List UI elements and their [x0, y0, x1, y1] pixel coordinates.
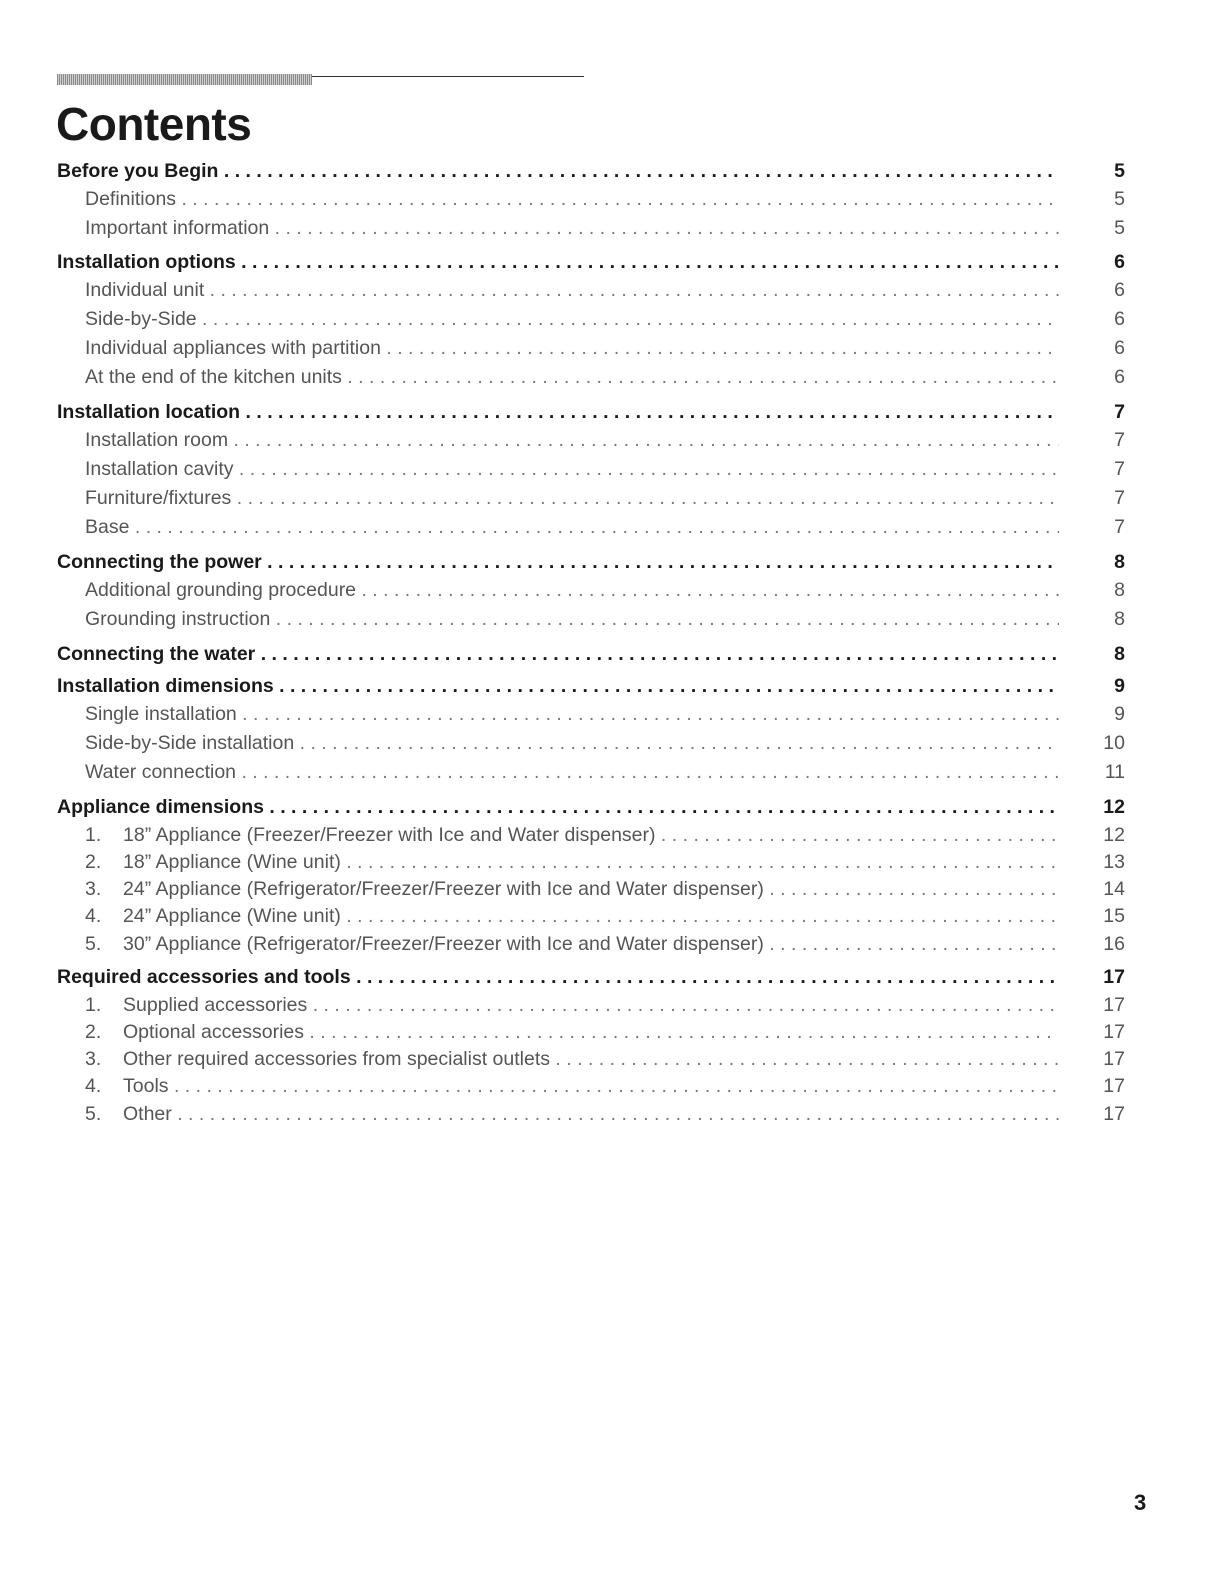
page-number: 3: [1134, 1490, 1147, 1515]
toc-entry-number: 3.: [85, 878, 102, 900]
toc-section-entry[interactable]: [57, 964, 1125, 990]
toc-entry-page: 8: [1114, 579, 1125, 601]
toc-section-entry[interactable]: [57, 399, 1125, 425]
header-rule: [57, 74, 584, 86]
toc-entry-text: [57, 931, 1059, 957]
toc-subentry[interactable]: [57, 822, 1125, 848]
toc-subentry[interactable]: [57, 759, 1125, 785]
toc-entry-label: 18” Appliance (Wine unit): [123, 851, 341, 873]
toc-entry-text: [57, 606, 1059, 632]
toc-entry-page: 13: [1103, 851, 1125, 873]
toc-entry-text: [57, 1019, 1059, 1045]
toc-entry-text: [57, 277, 1059, 303]
toc-entry-page: 5: [1114, 160, 1125, 182]
toc-entry-page: 5: [1114, 217, 1125, 239]
toc-subentry[interactable]: [57, 427, 1125, 453]
toc-entry-page: 17: [1103, 1075, 1125, 1097]
toc-entry-label: Installation options: [57, 251, 236, 273]
toc-subentry[interactable]: [57, 277, 1125, 303]
header-rule-line: [312, 76, 584, 77]
toc-entry-label: 24” Appliance (Refrigerator/Freezer/Freezer with Ice and Water dispenser): [123, 878, 764, 900]
toc-entry-text: [57, 903, 1059, 929]
toc-entry-page: 6: [1114, 308, 1125, 330]
toc-entry-text: [57, 673, 1059, 699]
toc-subentry[interactable]: [57, 186, 1125, 212]
toc-entry-page: 11: [1104, 761, 1125, 783]
toc-entry-text: [57, 456, 1059, 482]
toc-subentry[interactable]: [57, 485, 1125, 511]
toc-entry-label: Base: [85, 516, 130, 538]
toc-entry-label: Individual unit: [85, 279, 205, 301]
toc-subentry[interactable]: [57, 577, 1125, 603]
toc-entry-label: Other required accessories from specialist outlets: [123, 1048, 551, 1070]
toc-entry-text: [57, 577, 1059, 603]
toc-subentry[interactable]: [57, 1046, 1125, 1072]
toc-subentry[interactable]: [57, 730, 1125, 756]
toc-entry-label: Definitions: [85, 188, 177, 210]
toc-entry-text: [57, 1046, 1059, 1072]
toc-entry-page: 6: [1114, 279, 1125, 301]
toc-entry-text: [57, 1073, 1059, 1099]
toc-entry-page: 9: [1114, 675, 1125, 697]
toc-entry-number: 3.: [85, 1048, 102, 1070]
page-title: Contents: [56, 98, 252, 150]
toc-entry-label: Appliance dimensions: [57, 796, 264, 818]
toc-entry-number: 5.: [85, 1103, 102, 1125]
toc-subentry[interactable]: [57, 849, 1125, 875]
toc-section-entry[interactable]: [57, 673, 1125, 699]
toc-subentry[interactable]: [57, 514, 1125, 540]
toc-entry-text: [57, 215, 1059, 241]
toc-entry-page: 7: [1114, 458, 1125, 480]
toc-entry-page: 17: [1103, 1021, 1125, 1043]
toc-entry-text: [57, 876, 1059, 902]
toc-subentry[interactable]: [57, 364, 1125, 390]
toc-subentry[interactable]: [57, 876, 1125, 902]
toc-subentry[interactable]: [57, 606, 1125, 632]
toc-entry-text: [57, 641, 1059, 667]
toc-entry-page: 7: [1114, 401, 1125, 423]
toc-entry-text: [57, 794, 1059, 820]
toc-entry-label: Other: [123, 1103, 172, 1125]
toc-entry-text: [57, 427, 1059, 453]
toc-entry-number: 1.: [85, 994, 102, 1016]
toc-entry-text: [57, 306, 1059, 332]
header-rule-bar: [57, 74, 312, 85]
toc-entry-label: Single installation: [85, 703, 237, 725]
toc-entry-text: [57, 849, 1059, 875]
toc-entry-page: 9: [1114, 703, 1125, 725]
toc-entry-label: Tools: [123, 1075, 169, 1097]
toc-entry-page: 8: [1114, 643, 1125, 665]
toc-entry-label: Water connection: [85, 761, 237, 783]
toc-entry-page: 12: [1103, 796, 1125, 818]
toc-entry-page: 10: [1103, 732, 1125, 754]
toc-entry-number: 5.: [85, 933, 102, 955]
toc-entry-page: 16: [1103, 933, 1125, 955]
toc-entry-page: 7: [1114, 487, 1125, 509]
toc-entry-label: Installation room: [85, 429, 229, 451]
toc-entry-page: 8: [1114, 608, 1125, 630]
toc-entry-text: [57, 399, 1059, 425]
toc-section-entry[interactable]: [57, 158, 1125, 184]
toc-entry-label: Individual appliances with partition: [85, 337, 381, 359]
toc-entry-text: [57, 964, 1059, 990]
toc-entry-page: 15: [1103, 905, 1125, 927]
toc-entry-label: Side-by-Side: [85, 308, 197, 330]
toc-entry-label: Side-by-Side installation: [85, 732, 295, 754]
toc-entry-text: [57, 992, 1059, 1018]
toc-subentry[interactable]: [57, 306, 1125, 332]
toc-entry-label: Installation cavity: [85, 458, 234, 480]
toc-entry-number: 4.: [85, 905, 102, 927]
toc-entry-page: 7: [1114, 429, 1125, 451]
toc-entry-label: Before you Begin: [57, 160, 219, 182]
toc-entry-label: Supplied accessories: [123, 994, 308, 1016]
toc-entry-label: Additional grounding procedure: [85, 579, 357, 601]
toc-entry-text: [57, 730, 1059, 756]
toc-entry-label: At the end of the kitchen units: [85, 366, 342, 388]
toc-entry-label: Installation location: [57, 401, 241, 423]
toc-subentry[interactable]: [57, 1073, 1125, 1099]
toc-entry-text: [57, 335, 1059, 361]
toc-subentry[interactable]: [57, 335, 1125, 361]
toc-entry-number: 1.: [85, 824, 102, 846]
toc-entry-label: Important information: [85, 217, 270, 239]
toc-entry-page: 17: [1103, 994, 1125, 1016]
toc-entry-label: Connecting the power: [57, 551, 262, 573]
toc-entry-page: 17: [1103, 966, 1125, 988]
toc-entry-label: 24” Appliance (Wine unit): [123, 905, 341, 927]
toc-entry-text: [57, 485, 1059, 511]
toc-entry-text: [57, 364, 1059, 390]
toc-entry-page: 6: [1114, 366, 1125, 388]
toc-section-entry[interactable]: [57, 249, 1125, 275]
toc-entry-number: 2.: [85, 1021, 102, 1043]
toc-entry-text: [57, 158, 1059, 184]
toc-entry-number: 4.: [85, 1075, 102, 1097]
toc-section-entry[interactable]: [57, 641, 1125, 667]
toc-subentry[interactable]: [57, 215, 1125, 241]
toc-entry-label: 30” Appliance (Refrigerator/Freezer/Freezer with Ice and Water dispenser): [123, 933, 764, 955]
toc-entry-page: 12: [1103, 824, 1125, 846]
toc-entry-page: 17: [1103, 1048, 1125, 1070]
toc-entry-text: [57, 186, 1059, 212]
toc-subentry[interactable]: [57, 1019, 1125, 1045]
toc-subentry[interactable]: [57, 903, 1125, 929]
toc-entry-label: Required accessories and tools: [57, 966, 351, 988]
toc-entry-text: [57, 249, 1059, 275]
toc-entry-page: 5: [1114, 188, 1125, 210]
toc-entry-text: [57, 514, 1059, 540]
toc-entry-page: 17: [1103, 1103, 1125, 1125]
toc-entry-page: 14: [1103, 878, 1125, 900]
toc-entry-text: [57, 1101, 1059, 1127]
toc-entry-number: 2.: [85, 851, 102, 873]
toc-subentry[interactable]: [57, 456, 1125, 482]
toc-entry-label: Grounding instruction: [85, 608, 271, 630]
toc-entry-label: 18” Appliance (Freezer/Freezer with Ice and Water dispenser): [123, 824, 656, 846]
toc-entry-page: 6: [1114, 251, 1125, 273]
toc-section-entry[interactable]: [57, 794, 1125, 820]
toc-entry-page: 6: [1114, 337, 1125, 359]
toc-subentry[interactable]: [57, 1101, 1125, 1127]
toc-entry-label: Installation dimensions: [57, 675, 274, 697]
toc-entry-label: Connecting the water: [57, 643, 256, 665]
toc-subentry[interactable]: [57, 701, 1125, 727]
toc-entry-page: 8: [1114, 551, 1125, 573]
toc-entry-text: [57, 759, 1059, 785]
toc-entry-text: [57, 549, 1059, 575]
toc-entry-label: Furniture/fixtures: [85, 487, 232, 509]
toc-section-entry[interactable]: [57, 549, 1125, 575]
toc-entry-label: Optional accessories: [123, 1021, 305, 1043]
toc-entry-text: [57, 822, 1059, 848]
toc-subentry[interactable]: [57, 931, 1125, 957]
toc-entry-text: [57, 701, 1059, 727]
toc-entry-page: 7: [1114, 516, 1125, 538]
toc-subentry[interactable]: [57, 992, 1125, 1018]
